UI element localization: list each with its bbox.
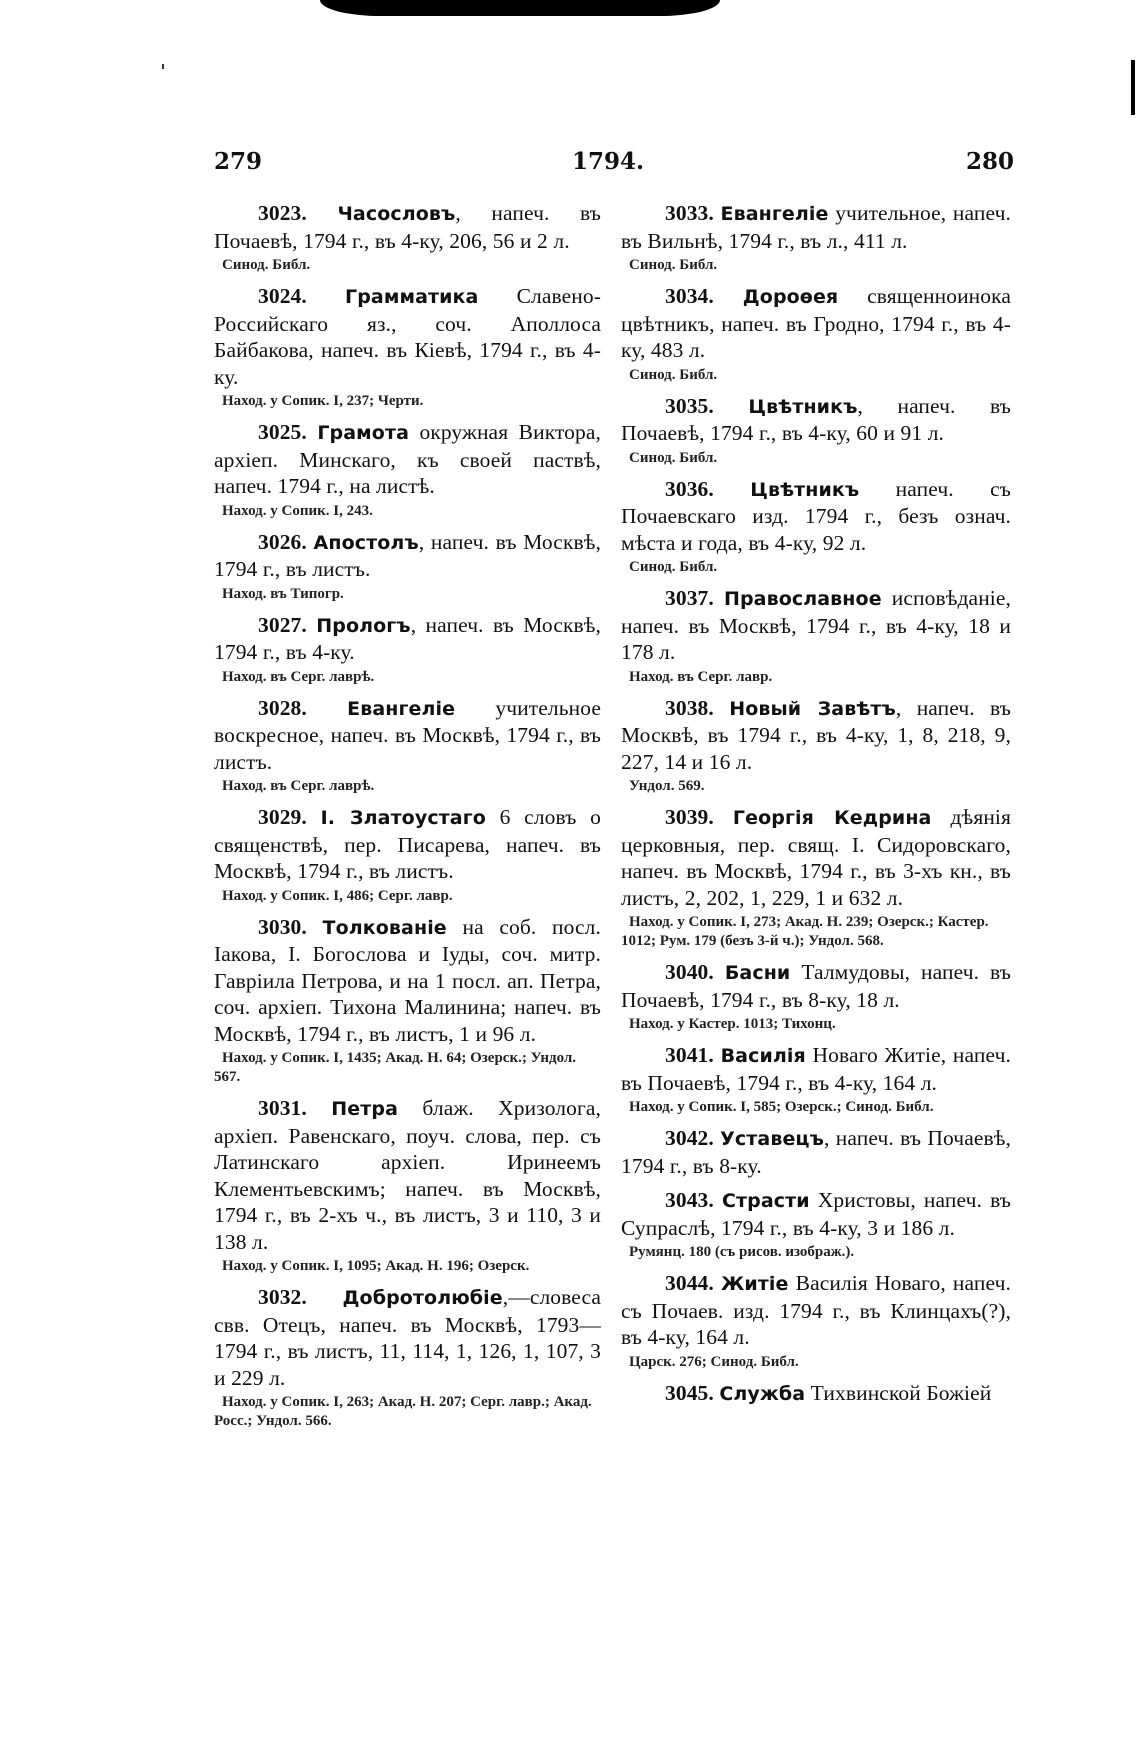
entry-text [214, 529, 601, 583]
catalog-entry [621, 804, 1011, 951]
entry-number: 3037. [665, 586, 714, 610]
entry-number: 3036. [665, 476, 714, 501]
entry-description: Тихвинской Божіей [805, 1380, 992, 1405]
scan-speck [162, 64, 164, 69]
entry-number: 3025. [258, 420, 307, 444]
entry-number: 3042. [665, 1126, 714, 1150]
entry-description: Славено-Российскаго яз., соч. Аполлоса Байбакова, напеч. въ Кіевѣ, 1794 г., въ 4-ку. [214, 284, 601, 389]
entry-title: Грамота [317, 422, 409, 444]
catalog-entry [621, 1380, 1011, 1408]
entry-text [621, 283, 1011, 364]
entry-number: 3040. [665, 960, 714, 984]
entry-title: Часословъ [337, 203, 456, 225]
entry-text [214, 804, 601, 885]
entry-location-note: Наход. въ Серг. лавр. [629, 668, 773, 685]
entry-number: 3043. [665, 1188, 714, 1212]
catalog-entry [214, 612, 601, 687]
entry-text [214, 914, 601, 1048]
entry-title: Добротолюбіе [342, 1287, 503, 1309]
entry-title: Грамматика [345, 286, 479, 308]
entry-text [621, 393, 1011, 447]
entry-description: Христовы, напеч. въ Супраслѣ, 1794 г., въ 4-ку, 3 и 186 л. [621, 1188, 1012, 1240]
entry-number: 3024. [258, 284, 307, 308]
entry-description: учительное, напеч. въ Вильнѣ, 1794 г., въ л., 411 л. [621, 201, 1011, 253]
catalog-entry [214, 1284, 601, 1431]
catalog-entry [621, 200, 1011, 275]
entry-number: 3033. [665, 201, 714, 225]
entry-description: окружная Виктора, архіеп. Минскаго, къ своей паствѣ, напеч. 1794 г., на листѣ. [214, 420, 601, 498]
entry-location-note: Наход. въ Серг. лаврѣ. [222, 778, 375, 794]
entry-title: Новый Завѣтъ [729, 697, 896, 720]
entry-title: Цвѣтникъ [750, 478, 860, 501]
catalog-entry [621, 476, 1011, 578]
entry-title: Прологъ [316, 614, 411, 637]
catalog-entry [621, 959, 1011, 1034]
entry-text [621, 695, 1011, 776]
entry-text [214, 200, 601, 254]
page-year: 1794. [572, 148, 645, 175]
entry-number: 3038. [665, 695, 714, 720]
catalog-entry [214, 419, 601, 521]
entry-text [214, 1284, 601, 1391]
entry-text [621, 959, 1011, 1013]
entry-text [621, 1380, 1011, 1408]
entry-text [621, 1125, 1011, 1179]
entry-description: , напеч. въ Почаевѣ, 1794 г., въ 4-ку, 60 и 91 л. [621, 393, 1011, 445]
entry-description: блаж. Хризолога, архіеп. Равенскаго, поуч. слова, пер. съ Латинскаго архіеп. Иринеемъ Клементьевскимъ; напеч. въ Москвѣ, 1794 г., въ 2-хъ ч., въ листъ, 3 и 110, 3 и 138 л. [214, 1096, 601, 1254]
entry-text [621, 200, 1011, 254]
entry-text [214, 695, 601, 776]
entry-description: учительное воскресное, напеч. въ Москвѣ, 1794 г., въ листъ. [214, 695, 601, 774]
entry-text [214, 612, 601, 666]
entry-title: Цвѣтникъ [748, 395, 858, 418]
entry-number: 3028. [258, 695, 307, 720]
page-number-right: 280 [965, 148, 1014, 175]
entry-location-note: Синод. Библ. [629, 366, 718, 383]
entry-location-note: Наход. у Сопик. I, 585; Озерск.; Синод. Библ. [629, 1099, 934, 1115]
catalog-entry [621, 1187, 1011, 1262]
entry-description: исповѣданіе, напеч. въ Москвѣ, 1794 г., въ 4-ку, 18 и 178 л. [621, 586, 1011, 664]
entry-number: 3041. [665, 1043, 714, 1067]
entry-location-note: Наход. въ Типогр. [222, 585, 344, 602]
page-header [214, 148, 1014, 178]
entry-text [214, 1095, 601, 1255]
catalog-entry [621, 1125, 1011, 1179]
entry-description: на соб. посл. Іакова, І. Богослова и Іуды, соч. митр. Гавріила Петрова, и на 1 посл. ап. Петра, соч. архіеп. Тихона Малинина; напеч. въ Москвѣ, 1794 г., въ листъ, 1 и 96 л. [214, 914, 601, 1046]
entry-text [214, 419, 601, 500]
entry-description: , напеч. въ Почаевѣ, 1794 г., въ 4-ку, 206, 56 и 2 л. [214, 201, 601, 253]
entry-description: священноинока цвѣтникъ, напеч. въ Гродно, 1794 г., въ 4-ку, 483 л. [621, 284, 1011, 362]
catalog-entry [214, 1095, 601, 1276]
entry-text [621, 804, 1011, 911]
catalog-entry [214, 695, 601, 797]
left-column [214, 200, 601, 1439]
entry-location-note: Наход. у Кастер. 1013; Тихонц. [629, 1016, 836, 1032]
entry-location-note: Наход. у Сопик. I, 1095; Акад. Н. 196; Озерск. [222, 1258, 530, 1274]
entry-location-note: Синод. Библ. [629, 257, 718, 273]
entry-text [621, 1187, 1011, 1241]
entry-location-note: Ундол. 569. [629, 778, 705, 794]
entry-title: I. Златоустаго [320, 807, 486, 829]
catalog-entry [214, 914, 601, 1088]
entry-number: 3032. [258, 1285, 307, 1309]
catalog-entry [214, 200, 601, 275]
entry-text [621, 585, 1011, 666]
entry-text [621, 1042, 1011, 1096]
entry-number: 3035. [665, 393, 714, 418]
entry-description: Новаго Житіе, напеч. въ Почаевѣ, 1794 г., въ 4-ку, 164 л. [621, 1043, 1011, 1095]
catalog-entry [621, 585, 1011, 687]
entry-location-note: Наход. въ Серг. лаврѣ. [222, 668, 375, 685]
entry-number: 3023. [258, 201, 307, 225]
catalog-entry [621, 1042, 1011, 1117]
entry-title: Апостолъ [313, 531, 419, 554]
entry-title: Православное [723, 588, 882, 610]
catalog-entry [621, 283, 1011, 385]
entry-title: Петра [331, 1098, 398, 1120]
catalog-entry [214, 804, 601, 906]
catalog-entry [214, 529, 601, 604]
entry-location-note: Наход. у Сопик. I, 243. [222, 502, 373, 519]
entry-title: Житіе [721, 1273, 789, 1295]
page-number-left: 279 [214, 148, 263, 175]
entry-description: дѣянія церковныя, пер. свящ. І. Сидоровскаго, напеч. въ Москвѣ, 1794 г., въ 3-хъ кн., въ листъ, 2, 202, 1, 229, 1 и 632 л. [621, 805, 1011, 910]
entry-title: Басни [724, 962, 791, 984]
top-ink-blot [320, 0, 720, 16]
entry-title: Василія [720, 1045, 806, 1067]
entry-location-note: Наход. у Сопик. I, 486; Серг. лавр. [222, 887, 453, 904]
catalog-entry [621, 393, 1011, 468]
entry-description: , напеч. въ Москвѣ, 1794 г., въ 4-ку. [214, 612, 602, 664]
entry-description: , напеч. въ Москвѣ, 1794 г., въ листъ. [214, 529, 601, 581]
entry-number: 3030. [258, 914, 307, 939]
entry-location-note: Наход. у Сопик. I, 263; Акад. Н. 207; Серг. лавр.; Акад. Росс.; Ундол. 566. [214, 1394, 592, 1429]
entry-text [621, 1270, 1011, 1351]
catalog-entry [214, 283, 601, 411]
entry-number: 3026. [258, 529, 307, 554]
entry-number: 3034. [665, 284, 714, 308]
entry-title: Дороѳея [742, 286, 839, 308]
entry-location-note: Синод. Библ. [629, 559, 718, 575]
entry-location-note: Царск. 276; Синод. Библ. [629, 1353, 799, 1370]
entry-location-note: Наход. у Сопик. I, 273; Акад. Н. 239; Озерск.; Кастер. 1012; Рум. 179 (безъ 3-й ч.); Ундол. 568. [621, 914, 989, 949]
entry-title: Евангеліе [347, 697, 456, 720]
entry-location-note: Синод. Библ. [222, 257, 311, 273]
entry-title: Толкованіе [322, 916, 447, 939]
entry-title: Страсти [721, 1190, 810, 1212]
entry-location-note: Наход. у Сопик. I, 237; Черти. [222, 393, 424, 409]
entry-description: Василія Новаго, напеч. съ Почаев. изд. 1794 г., въ Клинцахъ(?), въ 4-ку, 164 л. [621, 1271, 1011, 1349]
entry-title: Евангеліе [720, 203, 829, 225]
entry-text [621, 476, 1011, 557]
entry-number: 3039. [665, 805, 714, 829]
entry-location-note: Румянц. 180 (съ рисов. изображ.). [629, 1244, 855, 1260]
entry-number: 3045. [665, 1380, 714, 1405]
right-column [621, 200, 1011, 1415]
entry-description: 6 словъ о священствѣ, пер. Писарева, напеч. въ Москвѣ, 1794 г., въ листъ. [214, 805, 601, 883]
entry-title: Уставецъ [720, 1128, 824, 1150]
entry-title: Георгія Кедрина [732, 807, 932, 829]
entry-location-note: Наход. у Сопик. I, 1435; Акад. Н. 64; Озерск.; Ундол. 567. [214, 1050, 577, 1085]
entry-number: 3027. [258, 612, 307, 637]
entry-location-note: Синод. Библ. [629, 449, 718, 466]
entry-description: ,—словеса свв. Отецъ, напеч. въ Москвѣ, 1793—1794 г., въ листъ, 11, 114, 1, 126, 1, 107, 3 и 229 л. [214, 1285, 601, 1390]
page-edge-mark [1131, 60, 1135, 115]
catalog-entry [621, 695, 1011, 797]
entry-title: Служба [719, 1382, 806, 1405]
catalog-entry [621, 1270, 1011, 1372]
entry-description: , напеч. въ Почаевѣ, 1794 г., въ 8-ку. [621, 1126, 1011, 1178]
entry-description: , напеч. въ Москвѣ, въ 1794 г., въ 4-ку, 1, 8, 218, 9, 227, 14 и 16 л. [621, 695, 1011, 774]
entry-description: напеч. съ Почаевскаго изд. 1794 г., безъ означ. мѣста и года, въ 4-ку, 92 л. [621, 476, 1011, 555]
entry-description: Талмудовы, напеч. въ Почаевѣ, 1794 г., въ 8-ку, 18 л. [621, 960, 1011, 1012]
entry-number: 3031. [258, 1096, 307, 1120]
entry-number: 3029. [258, 805, 307, 829]
entry-text [214, 283, 601, 390]
entry-number: 3044. [665, 1271, 714, 1295]
